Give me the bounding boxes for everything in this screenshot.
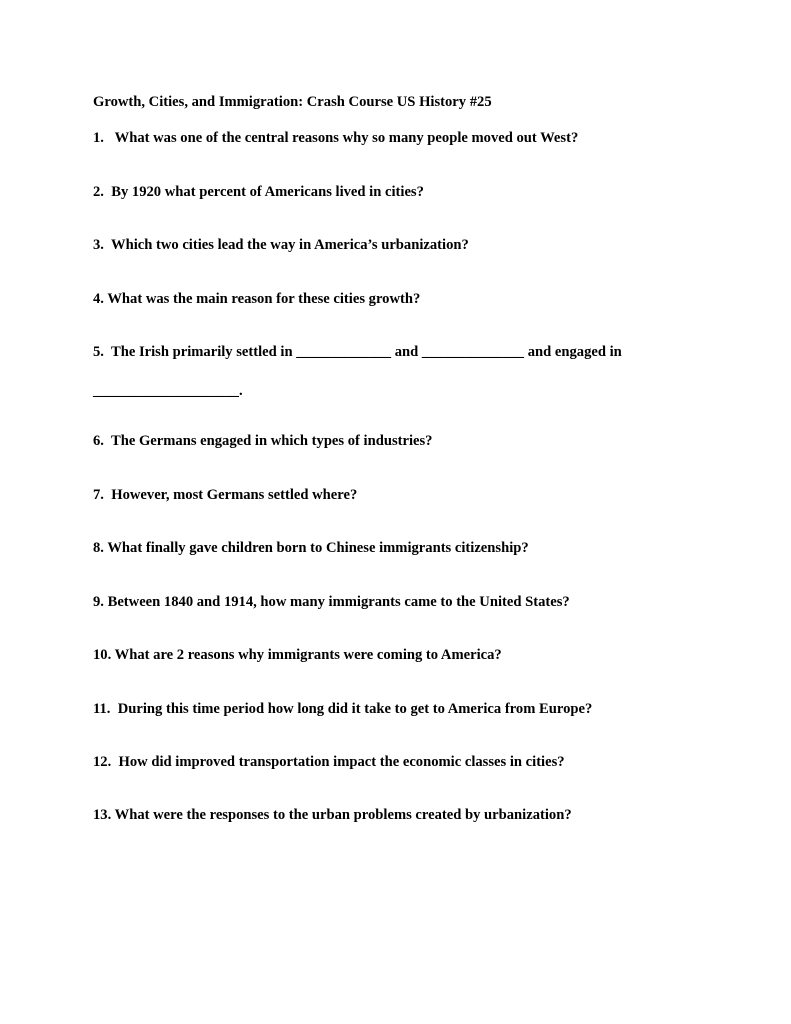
worksheet-title: Growth, Cities, and Immigration: Crash Course US History #25 (93, 94, 492, 110)
question-13: 13. What were the responses to the urban problems created by urbanization? (93, 807, 572, 823)
question-12: 12. How did improved transportation impact the economic classes in cities? (93, 754, 565, 770)
question-10: 10. What are 2 reasons why immigrants were coming to America? (93, 647, 502, 663)
question-11: 11. During this time period how long did it take to get to America from Europe? (93, 701, 593, 717)
question-4: 4. What was the main reason for these cities growth? (93, 291, 421, 307)
question-3: 3. Which two cities lead the way in America’s urbanization? (93, 237, 469, 253)
question-5: 5. The Irish primarily settled in _____________ and ______________ and engaged in (93, 344, 622, 360)
question-1: 1. What was one of the central reasons why so many people moved out West? (93, 130, 579, 146)
question-8: 8. What finally gave children born to Chinese immigrants citizenship? (93, 540, 529, 556)
question-9: 9. Between 1840 and 1914, how many immigrants came to the United States? (93, 594, 570, 610)
question-5-continued: ____________________. (93, 383, 243, 399)
question-6: 6. The Germans engaged in which types of industries? (93, 433, 433, 449)
question-7: 7. However, most Germans settled where? (93, 487, 358, 503)
question-2: 2. By 1920 what percent of Americans lived in cities? (93, 184, 424, 200)
